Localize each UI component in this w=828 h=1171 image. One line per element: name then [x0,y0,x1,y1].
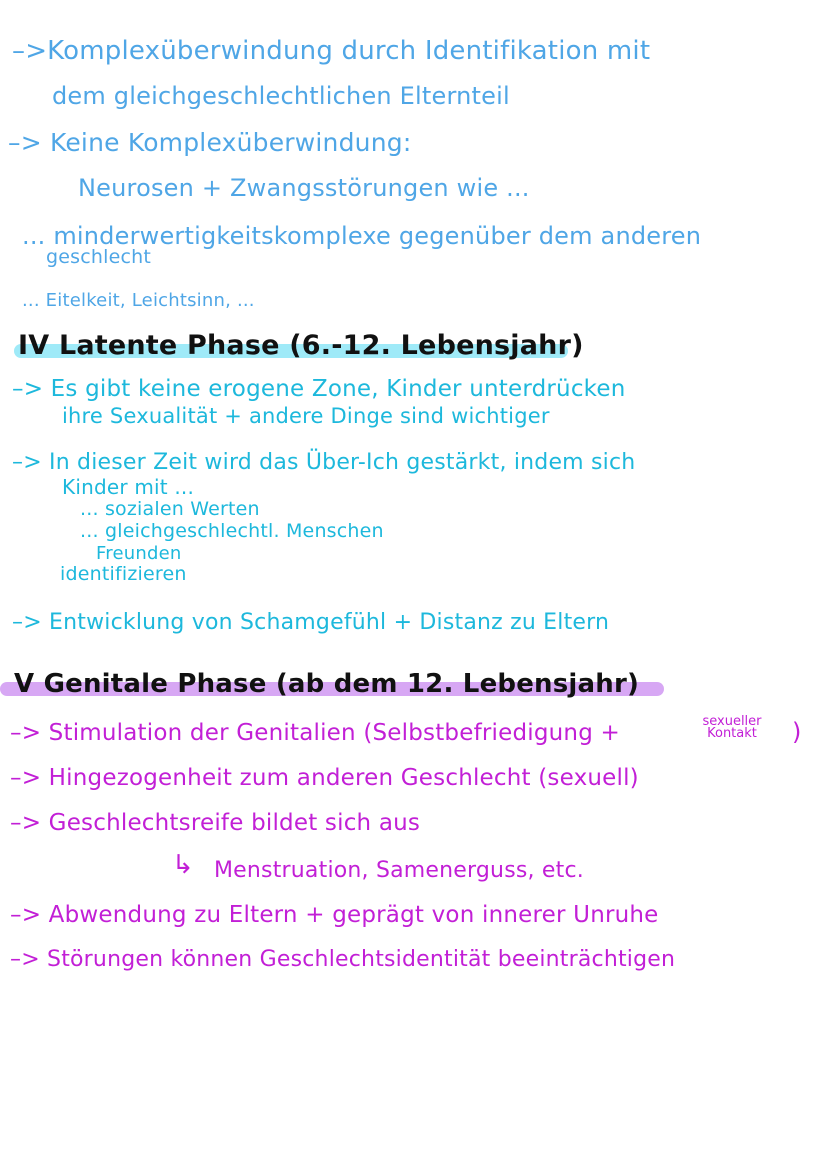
genital-p3-sub-arrow: ↳ [172,850,194,880]
intro-line-3: –> Keine Komplexüberwindung: [8,128,412,157]
latent-p2-line-3: ... sozialen Werten [80,498,260,520]
genital-p4: –> Abwendung zu Eltern + geprägt von innerer Unruhe [10,902,659,928]
genital-p3-sub: Menstruation, Samenerguss, etc. [214,858,584,883]
intro-line-1: –>Komplexüberwindung durch Identifikation mit [12,36,651,66]
genital-p1-sup-line-1: sexueller [702,714,762,729]
latent-p1-line-2: ihre Sexualität + andere Dinge sind wichtiger [62,404,550,428]
genital-p3: –> Geschlechtsreife bildet sich aus [10,810,421,836]
genital-p1-close: ) [792,718,802,746]
latent-p3: –> Entwicklung von Schamgefühl + Distanz zu Eltern [12,610,610,635]
genital-p5: –> Störungen können Geschlechtsidentität beeinträchtigen [10,947,676,972]
intro-line-4: Neurosen + Zwangsstörungen wie ... [78,174,530,202]
intro-line-6: geschlecht [46,246,152,268]
genital-heading: V Genitale Phase (ab dem 12. Lebensjahr) [14,669,640,699]
genital-p1-sup-line-2: Kontakt [707,726,757,741]
latent-p2-line-4: ... gleichgeschlechtl. Menschen [80,520,384,542]
latent-heading: IV Latente Phase (6.-12. Lebensjahr) [18,330,584,361]
intro-line-7: ... Eitelkeit, Leichtsinn, ... [22,290,255,311]
genital-p2: –> Hingezogenheit zum anderen Geschlecht (sexuell) [10,765,639,791]
genital-p1: –> Stimulation der Genitalien (Selbstbefriedigung + [10,720,620,746]
latent-p2-line-1: –> In dieser Zeit wird das Über-Ich gestärkt, indem sich [12,450,636,475]
latent-p1-line-1: –> Es gibt keine erogene Zone, Kinder unterdrücken [12,376,626,402]
latent-p2-line-6: identifizieren [60,563,187,585]
genital-p1-sup [692,716,772,740]
intro-line-5: ... minderwertigkeitskomplexe gegenüber dem anderen [22,222,702,250]
latent-p2-line-5: Freunden [96,543,182,564]
latent-p2-line-2: Kinder mit ... [62,475,195,499]
intro-line-2: dem gleichgeschlechtlichen Elternteil [52,82,510,110]
